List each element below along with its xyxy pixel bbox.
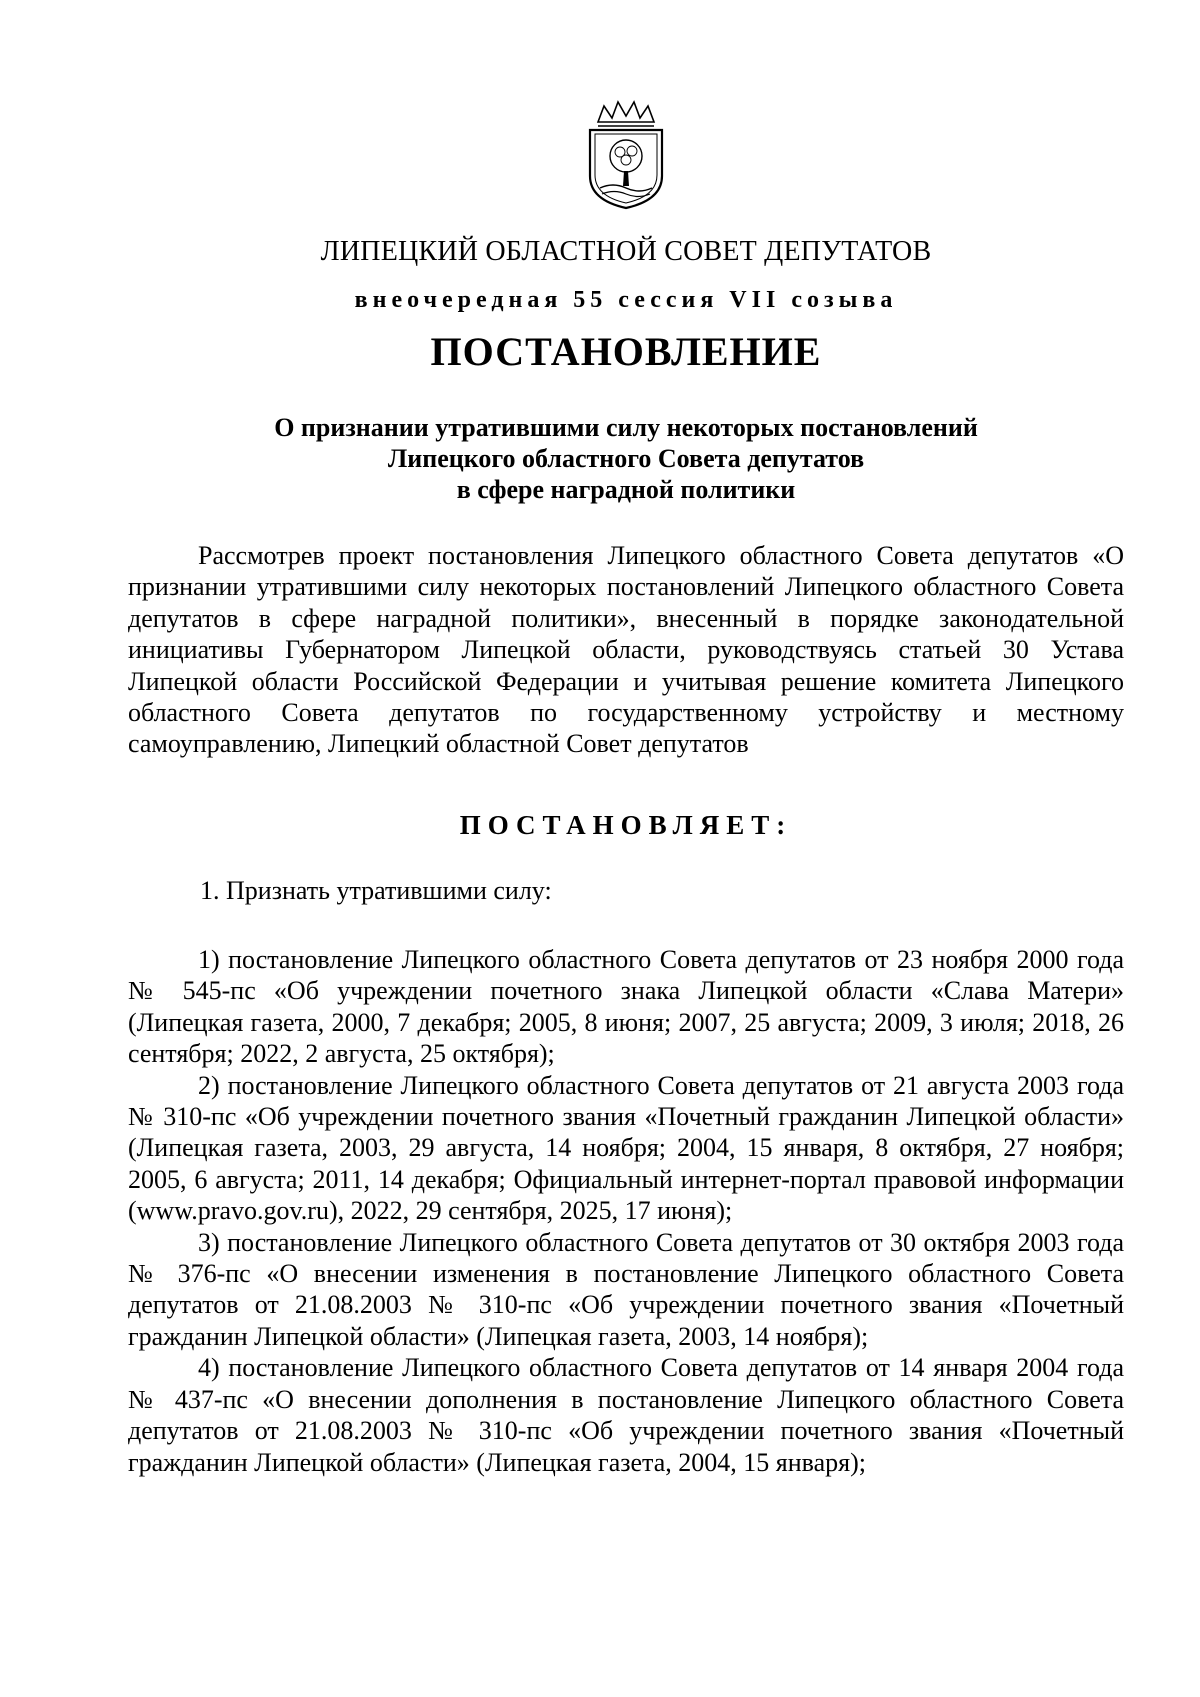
preamble-paragraph: Рассмотрев проект постановления Липецкого областного Совета депутатов «О признании утратившими силу некоторых постановлений Липецкого областного Совета депутатов в сфере наградной политики», внесенный в порядке законодательной инициативы Губернатором Липецкой области, руководствуясь статьей 30 Устава Липецкой области Российской Федерации и учитывая решение комитета Липецкого областного Совета депутатов по государственному устройству и местному самоуправлению, Липецкий областной Совет депутатов <box>128 541 1124 759</box>
list-item: 3) постановление Липецкого областного Совета депутатов от 30 октября 2003 года № 376-пс «О внесении изменения в постановление Липецкого областного Совета депутатов от 21.08.2003 № 310-пс «Об учреждении почетного звания «Почетный гражданин Липецкой области» (Липецкая газета, 2003, 14 ноября); <box>128 1227 1124 1351</box>
list-item: 2) постановление Липецкого областного Совета депутатов от 21 августа 2003 года № 310-пс «Об учреждении почетного звания «Почетный гражданин Липецкой области» (Липецкая газета, 2003, 29 августа, 14 ноября; 2004, 15 января, 8 октября, 27 ноября; 2005, 6 августа; 2011, 14 декабря; Официальный интернет-портал правовой информации (www.pravo.gov.ru), 2022, 29 сентября, 2025, 17 июня); <box>128 1070 1124 1226</box>
list-item: 1) постановление Липецкого областного Совета депутатов от 23 ноября 2000 года № 545-пс «Об учреждении почетного знака Липецкой области «Слава Матери» (Липецкая газета, 2000, 7 декабря; 2005, 8 июня; 2007, 25 августа; 2009, 3 июля; 2018, 26 сентября; 2022, 2 августа, 25 октября); <box>128 945 1124 1069</box>
clause-1: 1. Признать утратившими силу: <box>200 876 552 905</box>
subject-line: Липецкого областного Совета депутатов <box>387 444 865 473</box>
list-item: 4) постановление Липецкого областного Совета депутатов от 14 января 2004 года № 437-пс «О внесении дополнения в постановление Липецкого областного Совета депутатов от 21.08.2003 № 310-пс «Об учреждении почетного звания «Почетный гражданин Липецкой области» (Липецкая газета, 2004, 15 января); <box>128 1353 1124 1477</box>
lipetsk-coat-of-arms-icon <box>580 100 672 212</box>
repealed-acts-list <box>128 944 1124 1478</box>
decree-heading: ПОСТАНОВЛЯЕТ: <box>459 810 793 840</box>
session-info: внеочередная 55 сессия VII созыва <box>354 287 898 313</box>
subject-line: О признании утратившими силу некоторых постановлений <box>274 413 978 442</box>
document-type-title: ПОСТАНОВЛЕНИЕ <box>430 329 822 374</box>
organization-name: ЛИПЕЦКИЙ ОБЛАСТНОЙ СОВЕТ ДЕПУТАТОВ <box>320 236 932 267</box>
document-subject <box>0 412 1200 505</box>
subject-line: в сфере наградной политики <box>456 475 796 504</box>
